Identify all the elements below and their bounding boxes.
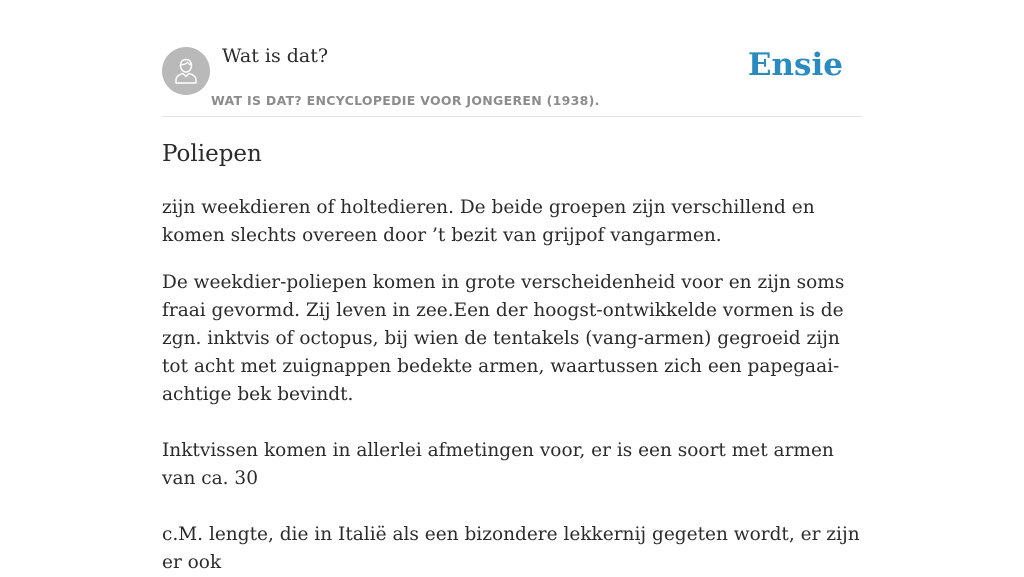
article-lead: zijn weekdieren of holtedieren. De beide groepen zijn verschillend en komen slechts overeen door ’t bezit van grijpof vangarmen. <box>162 197 815 246</box>
article-paragraph: Inktvissen komen in allerlei afmetingen voor, er is een soort met armen van ca. 30 <box>162 440 834 489</box>
article <box>162 138 862 577</box>
source-header <box>162 0 862 117</box>
source-avatar[interactable] <box>162 47 210 95</box>
article-paragraph: c.M. lengte, die in Italië als een bizondere lekkernij gegeten wordt, er zijn er ook <box>162 524 860 573</box>
article-title: Poliepen <box>162 141 262 167</box>
source-title-link[interactable]: Wat is dat? <box>222 45 329 67</box>
ensie-logo-link[interactable]: Ensie <box>747 47 843 83</box>
user-icon <box>171 56 201 86</box>
source-subtitle: WAT IS DAT? ENCYCLOPEDIE VOOR JONGEREN (1938). <box>211 93 600 108</box>
article-paragraph: De weekdier-poliepen komen in grote verscheidenheid voor en zijn soms fraai gevormd. Zij leven in zee.Een der hoogst-ontwikkelde vormen is de zgn. inktvis of octopus, bij wien de tentakels (vang-armen) gegroeid zijn tot acht met zuignappen bedekte armen, waartussen zich een papegaai-achtige bek bevindt. <box>162 272 845 405</box>
